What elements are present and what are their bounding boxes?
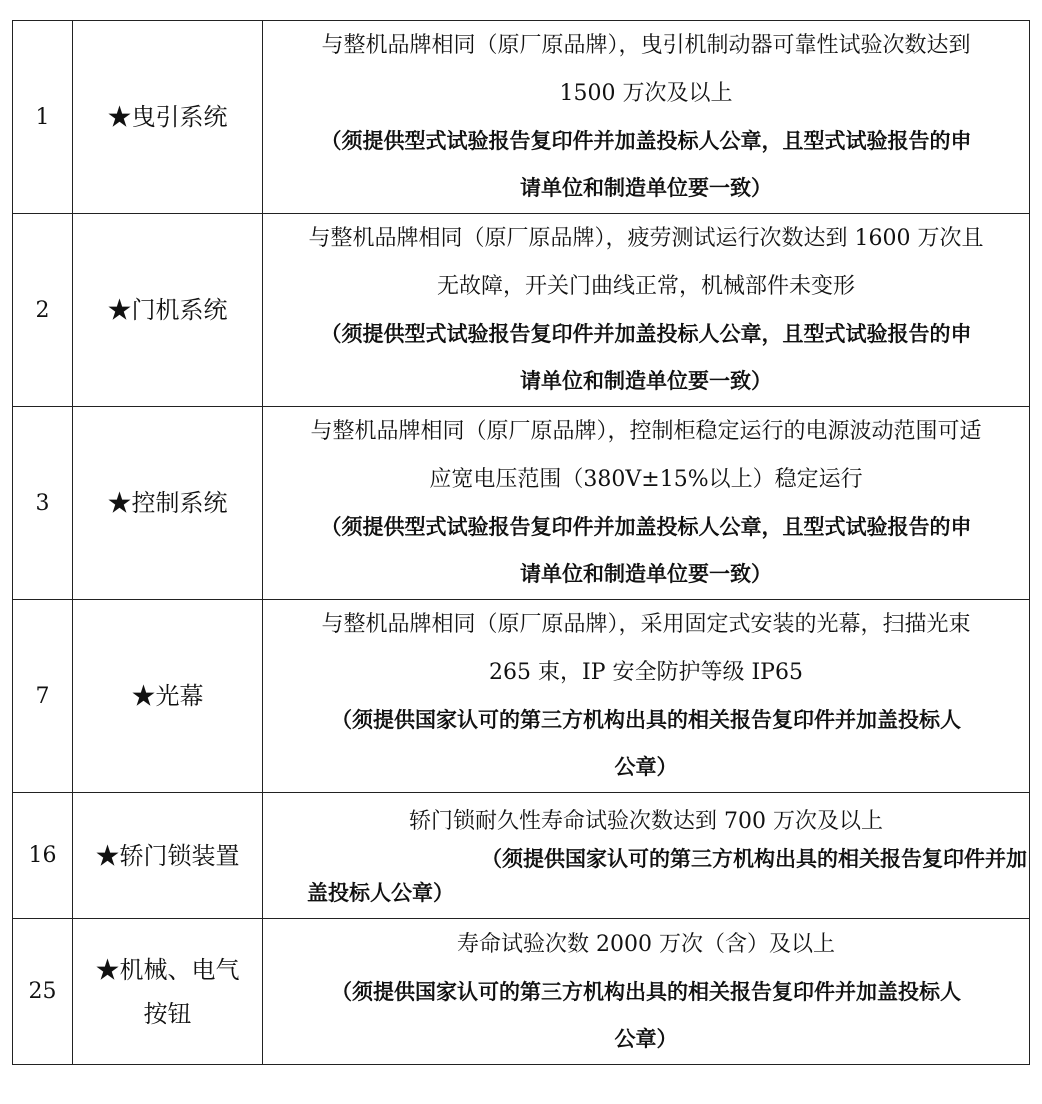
table-row [13, 214, 1030, 407]
item-name: ★曳引系统 [73, 21, 263, 214]
table-row [13, 919, 1030, 1065]
requirement-cell [263, 600, 1030, 793]
document-note: 请单位和制造单位要一致） [520, 176, 772, 200]
requirement-text: 与整机品牌相同（原厂原品牌），采用固定式安装的光幕，扫描光束 [321, 612, 971, 637]
spec-sheet [12, 20, 1030, 1065]
row-number: 1 [13, 21, 73, 214]
item-name: ★控制系统 [73, 407, 263, 600]
row-number: 3 [13, 407, 73, 600]
table-row [13, 21, 1030, 214]
document-note: 公章） [614, 1026, 678, 1051]
requirement-text: 无故障，开关门曲线正常，机械部件未变形 [436, 274, 855, 299]
document-note: （须提供国家认可的第三方机构出具的相关报告复印件并加 [481, 846, 1027, 871]
document-note: 盖投标人公章） [307, 880, 454, 905]
item-name: ★机械、电气按钮 [73, 919, 263, 1065]
requirement-text: 应宽电压范围（380V±15%以上）稳定运行 [429, 467, 863, 492]
table-row [13, 600, 1030, 793]
item-name: ★轿门锁装置 [73, 793, 263, 919]
row-number: 2 [13, 214, 73, 407]
requirement-text: 与整机品牌相同（原厂原品牌），疲劳测试运行次数达到 1600 万次且 [308, 226, 984, 251]
document-note: （须提供型式试验报告复印件并加盖投标人公章，且型式试验报告的申 [320, 322, 972, 346]
requirement-cell [263, 793, 1030, 919]
document-note: （须提供型式试验报告复印件并加盖投标人公章，且型式试验报告的申 [320, 129, 972, 153]
row-number: 16 [13, 793, 73, 919]
item-name: ★门机系统 [73, 214, 263, 407]
requirement-text: 寿命试验次数 2000 万次（含）及以上 [457, 931, 835, 957]
requirement-cell [263, 214, 1030, 407]
row-number: 7 [13, 600, 73, 793]
requirement-text: 1500 万次及以上 [559, 81, 733, 106]
table-row [13, 793, 1030, 919]
requirement-text: 与整机品牌相同（原厂原品牌），控制柜稳定运行的电源波动范围可适 [310, 419, 982, 444]
document-note: 请单位和制造单位要一致） [520, 369, 772, 393]
requirement-cell [263, 919, 1030, 1065]
row-number: 25 [13, 919, 73, 1065]
document-note: 请单位和制造单位要一致） [520, 562, 772, 586]
requirement-cell [263, 407, 1030, 600]
document-note: 公章） [614, 755, 678, 779]
item-name: ★光幕 [73, 600, 263, 793]
document-note: （须提供国家认可的第三方机构出具的相关报告复印件并加盖投标人 [331, 708, 961, 732]
document-note: （须提供型式试验报告复印件并加盖投标人公章，且型式试验报告的申 [320, 515, 972, 539]
requirements-table [12, 20, 1030, 1065]
requirement-text: 与整机品牌相同（原厂原品牌），曳引机制动器可靠性试验次数达到 [321, 33, 971, 58]
requirement-text: 轿门锁耐久性寿命试验次数达到 700 万次及以上 [409, 808, 883, 834]
table-row [13, 407, 1030, 600]
requirement-cell [263, 21, 1030, 214]
document-note: （须提供国家认可的第三方机构出具的相关报告复印件并加盖投标人 [331, 979, 961, 1004]
requirement-text: 265 束，IP 安全防护等级 IP65 [489, 660, 803, 685]
